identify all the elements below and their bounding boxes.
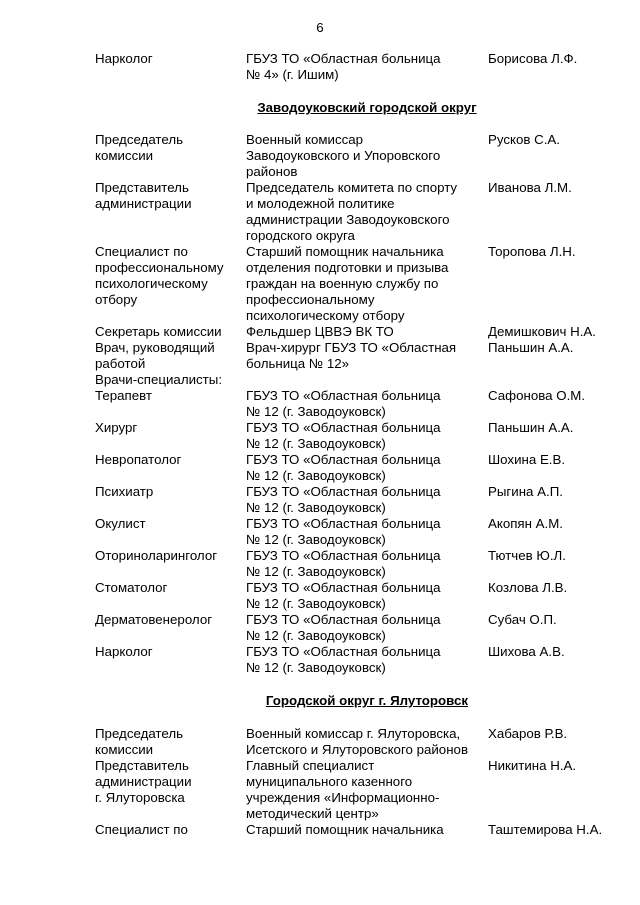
name-cell: Таштемирова Н.А. [488,822,603,837]
role-cell: Дерматовенеролог [95,612,213,627]
table-row [95,244,625,324]
table-row [95,822,625,838]
name-cell: Иванова Л.М. [488,180,572,195]
organization-cell: Старший помощник начальника отделения подготовки и призыва граждан на военную службу по профессиональному психологическому отбору [246,244,449,323]
name-cell: Субач О.П. [488,612,557,627]
table-row [95,132,625,180]
table-row [95,516,625,548]
table-row [95,420,625,452]
section-heading-zavodoukovsk: Заводоуковский городской округ [257,100,477,115]
role-cell: Секретарь комиссии [95,324,222,339]
role-cell: Стоматолог [95,580,168,595]
organization-cell: ГБУЗ ТО «Областная больница № 12 (г. Заводоуковск) [246,580,441,611]
organization-cell: ГБУЗ ТО «Областная больница № 12 (г. Заводоуковск) [246,548,441,579]
section-rows-zavodoukovsk [95,132,625,676]
table-row [95,612,625,644]
role-cell: Невропатолог [95,452,182,467]
organization-cell: ГБУЗ ТО «Областная больница № 12 (г. Заводоуковск) [246,644,441,675]
table-row [95,484,625,516]
name-cell: Козлова Л.В. [488,580,568,595]
organization-cell [246,372,488,388]
name-cell: Акопян А.М. [488,516,564,531]
organization-cell: ГБУЗ ТО «Областная больница № 12 (г. Заводоуковск) [246,452,441,483]
role-cell: Психиатр [95,484,154,499]
name-cell: Сафонова О.М. [488,388,586,403]
name-cell: Рыгина А.П. [488,484,563,499]
organization-cell: Военный комиссар Заводоуковского и Упоровского районов [246,132,441,179]
organization-cell: Военный комиссар г. Ялуторовска, Исетского и Ялуторовского районов [246,726,469,757]
role-cell: Нарколог [95,644,153,659]
organization-cell: ГБУЗ ТО «Областная больница № 12 (г. Заводоуковск) [246,420,441,451]
name-cell: Демишкович Н.А. [488,324,596,339]
table-row [95,726,625,758]
page-number: 6 [316,20,324,35]
organization-cell: ГБУЗ ТО «Областная больница № 12 (г. Заводоуковск) [246,388,441,419]
section-heading-yalutorovsk: Городской округ г. Ялуторовск [265,693,469,708]
organization-cell: ГБУЗ ТО «Областная больница № 4» (г. Ишим) [246,51,441,82]
organization-cell: ГБУЗ ТО «Областная больница № 12 (г. Заводоуковск) [246,484,441,515]
role-cell: Терапевт [95,388,153,403]
role-cell: Врач, руководящий работой [95,340,215,371]
organization-cell: Председатель комитета по спорту и молодежной политике администрации Заводоуковского городского округа [246,180,458,243]
role-cell: Представитель администрации г. Ялуторовска [95,758,192,805]
name-cell: Паньшин А.А. [488,340,574,355]
table-row [95,372,625,388]
table-row [95,580,625,612]
role-cell: Председатель комиссии [95,726,184,757]
organization-cell: Старший помощник начальника [246,822,444,837]
table-row [95,324,625,340]
name-cell: Хабаров Р.В. [488,726,568,741]
role-cell: Председатель комиссии [95,132,184,163]
name-cell: Шихова А.В. [488,644,565,659]
role-cell: Оториноларинголог [95,548,218,563]
name-cell: Торопова Л.Н. [488,244,576,259]
role-cell: Врачи-специалисты: [95,372,223,387]
table-row [95,51,625,83]
role-cell: Хирург [95,420,138,435]
table-row [95,548,625,580]
organization-cell: ГБУЗ ТО «Областная больница № 12 (г. Заводоуковск) [246,516,441,547]
name-cell: Тютчев Ю.Л. [488,548,566,563]
organization-cell: Врач-хирург ГБУЗ ТО «Областная больница № 12» [246,340,457,371]
name-cell: Никитина Н.А. [488,758,577,773]
commission-list [95,51,625,838]
role-cell: Окулист [95,516,146,531]
role-cell: Нарколог [95,51,153,66]
name-cell: Паньшин А.А. [488,420,574,435]
name-cell: Борисова Л.Ф. [488,51,578,66]
table-row [95,180,625,244]
role-cell: Специалист по [95,822,188,837]
organization-cell: ГБУЗ ТО «Областная больница № 12 (г. Заводоуковск) [246,612,441,643]
table-row [95,388,625,420]
name-cell [488,372,625,388]
organization-cell: Фельдшер ЦВВЭ ВК ТО [246,324,394,339]
top-rows [95,51,625,83]
table-row [95,758,625,822]
table-row [95,644,625,676]
table-row [95,452,625,484]
table-row [95,340,625,372]
name-cell: Шохина Е.В. [488,452,566,467]
organization-cell: Главный специалист муниципального казенного учреждения «Информационно- методический центр» [246,758,440,821]
role-cell: Представитель администрации [95,180,192,211]
role-cell: Специалист по профессиональному психологическому отбору [95,244,224,307]
name-cell: Русков С.А. [488,132,560,147]
section-rows-yalutorovsk [95,726,625,838]
